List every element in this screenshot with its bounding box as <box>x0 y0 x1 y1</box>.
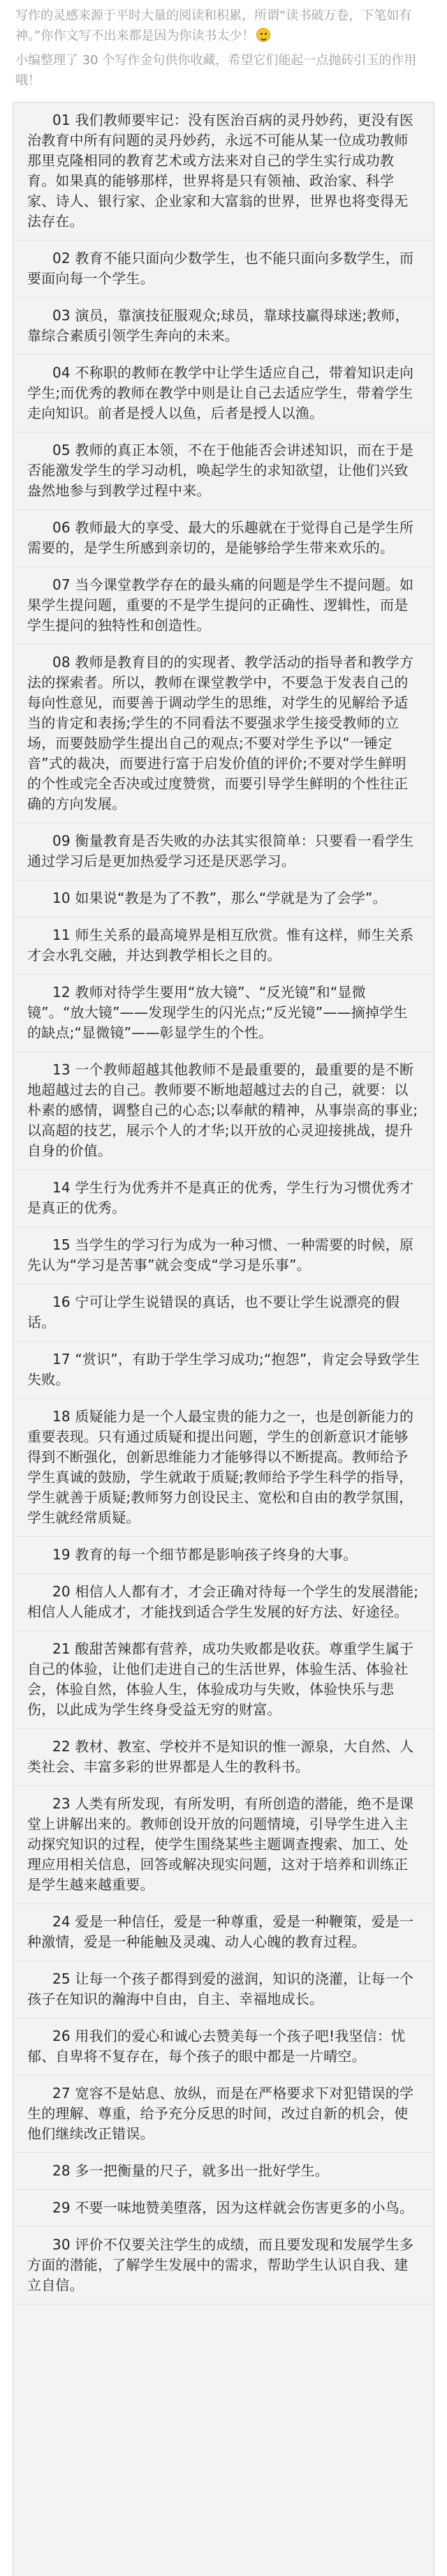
quote-item-30: 30 评价不仅要关注学生的成绩，而且要发现和发展学生多方面的潜能，了解学生发展中的需求，帮助学生认识自我、建立自信。 <box>13 2227 434 2305</box>
intro-section <box>0 0 447 98</box>
quote-item-21: 21 酸甜苦辣都有营养，成功失败都是收获。尊重学生属于自己的体验，让他们走进自己的生活世界，体验生活、体验社会，体验自然，体验人生，体验成功与失败，体验快乐与悲伤，以此成为学生终身受益无穷的财富。 <box>13 1631 434 1729</box>
quote-item-02: 02 教育不能只面向少数学生，也不能只面向多数学生，而要面向每一个学生。 <box>13 241 434 298</box>
intro-line-1 <box>15 6 432 46</box>
quote-item-27: 27 宽容不是姑息、放纵，而是在严格要求下对犯错误的学生的理解、尊重，给予充分反思的时间，改过自新的机会，使他们继续改正错误。 <box>13 2076 434 2153</box>
quote-item-05: 05 教师的真正本领，不在于他能否会讲述知识，而在于是否能激发学生的学习动机，唤起学生的求知欲望，让他们兴致盎然地参与到教学过程中来。 <box>13 433 434 510</box>
intro-text-1: 写作的灵感来源于平时大量的阅读和积累，所谓“读书破万卷，下笔如有神。”你作文写不出来都是因为你读书太少！ <box>15 8 412 43</box>
quote-item-29: 29 不要一味地赞美堕落，因为这样就会伤害更多的小鸟。 <box>13 2190 434 2227</box>
quote-item-15: 15 当学生的学习行为成为一种习惯、一种需要的时候，原先认为“学习是苦事”就会变成“学习是乐事”。 <box>13 1227 434 1285</box>
quotes-card <box>13 102 434 2576</box>
quote-item-23: 23 人类有所发现，有所发明，有所创造的潜能，绝不是课堂上讲解出来的。教师创设开放的问题情境，引导学生进入主动探究知识的过程，使学生围绕某些主题调查搜索、加工、处理应用相关信息，回答或解决现实问题，这对于培养和训练正是学生越来越重要。 <box>13 1786 434 1904</box>
quote-item-16: 16 宁可让学生说错误的真话，也不要让学生说漂亮的假话。 <box>13 1285 434 1342</box>
quote-item-13: 13 一个教师超越其他教师不是最重要的，最重要的是不断地超越过去的自己。教师要不断地超越过去的自己，就要：以朴素的感情，调整自己的心态;以奉献的精神，从事崇高的事业;以高超的技艺，展示个人的才华;以开放的心灵迎接挑战，提升自身的价值。 <box>13 1052 434 1170</box>
quote-item-12: 12 教师对待学生要用“放大镜”、“反光镜”和“显微镜”。“放大镜”——发现学生的闪光点;“反光镜”——摘掉学生的缺点;“显微镜”——彰显学生的个性。 <box>13 975 434 1052</box>
quote-item-03: 03 演员，靠演技征服观众;球员，靠球技赢得球迷;教师，靠综合素质引领学生奔向的未来。 <box>13 298 434 355</box>
quote-item-17: 17 “赏识”，有助于学生学习成功;“抱怨”，肯定会导致学生失败。 <box>13 1342 434 1399</box>
quote-item-22: 22 教材、教室、学校并不是知识的惟一源泉，大自然、人类社会、丰富多彩的世界都是人生的教科书。 <box>13 1729 434 1786</box>
quote-item-09: 09 衡量教育是否失败的办法其实很简单：只要看一看学生通过学习后是更加热爱学习还是厌恶学习。 <box>13 823 434 881</box>
quote-item-11: 11 师生关系的最高境界是相互欣赏。惟有这样，师生关系才会水乳交融，并达到教学相长之目的。 <box>13 918 434 975</box>
intro-line-2: 小编整理了 30 个写作金句供你收藏，希望它们能起一点抛砖引玉的作用哦！ <box>15 53 417 88</box>
quote-item-08: 08 教师是教育目的的实现者、教学活动的指导者和教学方法的探索者。所以，教师在课堂教学中，不要急于发表自己的每向性意见，而要善于调动学生的思维，对学生的见解给予适当的肯定和表扬;学生的不同看法不要强求学生接受教师的立场，而要鼓励学生提出自己的观点;不要对学生予以“一锤定音”式的裁决，而要进行富于启发价值的评价;不要对学生鲜明的个性或完全否决或过度赞赏，而要引导学生鲜明的个性往正确的方向发展。 <box>13 645 434 823</box>
quote-item-01: 01 我们教师要牢记：没有医治百病的灵丹妙药，更没有医治教育中所有问题的灵丹妙药，永远不可能从某一位成功教师那里克隆相同的教育艺术或方法来对自己的学生实行成功教育。如果真的能够那样，世界将是只有领袖、政治家、科学家、诗人、银行家、企业家和大富翁的世界，世界也将变得无法存在。 <box>13 103 434 241</box>
quote-item-20: 20 相信人人都有才，才会正确对待每一个学生的发展潜能;相信人人能成才，才能找到适合学生发展的好方法、好途径。 <box>13 1574 434 1631</box>
quote-item-19: 19 教育的每一个细节都是影响孩子终身的大事。 <box>13 1537 434 1574</box>
quote-item-28: 28 多一把衡量的尺子，就多出一批好学生。 <box>13 2153 434 2190</box>
quote-item-24: 24 爱是一种信任，爱是一种尊重，爱是一种鞭策，爱是一种激情，爱是一种能触及灵魂、动人心魄的教育过程。 <box>13 1904 434 1961</box>
quote-item-10: 10 如果说“教是为了不教”，那么“学就是为了会学”。 <box>13 881 434 918</box>
grin-emoji-icon <box>256 28 270 42</box>
quote-item-07: 07 当今课堂教学存在的最头痛的问题是学生不提问题。如果学生提问题，重要的不是学生提问的正确性、逻辑性，而是学生提问的独特性和创造性。 <box>13 567 434 645</box>
quote-item-26: 26 用我们的爱心和诚心去赞美每一个孩子吧!我坚信：忧郁、自卑将不复存在，每个孩子的眼中都是一片晴空。 <box>13 2019 434 2076</box>
quote-item-14: 14 学生行为优秀并不是真正的优秀，学生行为习惯优秀才是真正的优秀。 <box>13 1170 434 1227</box>
quote-item-04: 04 不称职的教师在教学中让学生适应自己，带着知识走向学生;而优秀的教师在教学中则是让自己去适应学生，带着学生走向知识。前者是授人以鱼，后者是授人以渔。 <box>13 355 434 433</box>
quote-item-25: 25 让每一个孩子都得到爱的滋润，知识的浇灌，让每一个孩子在知识的瀚海中自由，自主、幸福地成长。 <box>13 1961 434 2019</box>
quote-item-06: 06 教师最大的享受、最大的乐趣就在于觉得自己是学生所需要的，是学生所感到亲切的，是能够给学生带来欢乐的。 <box>13 510 434 567</box>
quote-item-18: 18 质疑能力是一个人最宝贵的能力之一，也是创新能力的重要表现。只有通过质疑和提出问题，学生的创新意识才能够得到不断强化，创新思维能力才能够得以不断提高。教师给予学生真诚的鼓励，学生就敢于质疑;教师给予学生科学的指导，学生就善于质疑;教师努力创设民主、宽松和自由的教学氛围，学生就经常质疑。 <box>13 1399 434 1537</box>
